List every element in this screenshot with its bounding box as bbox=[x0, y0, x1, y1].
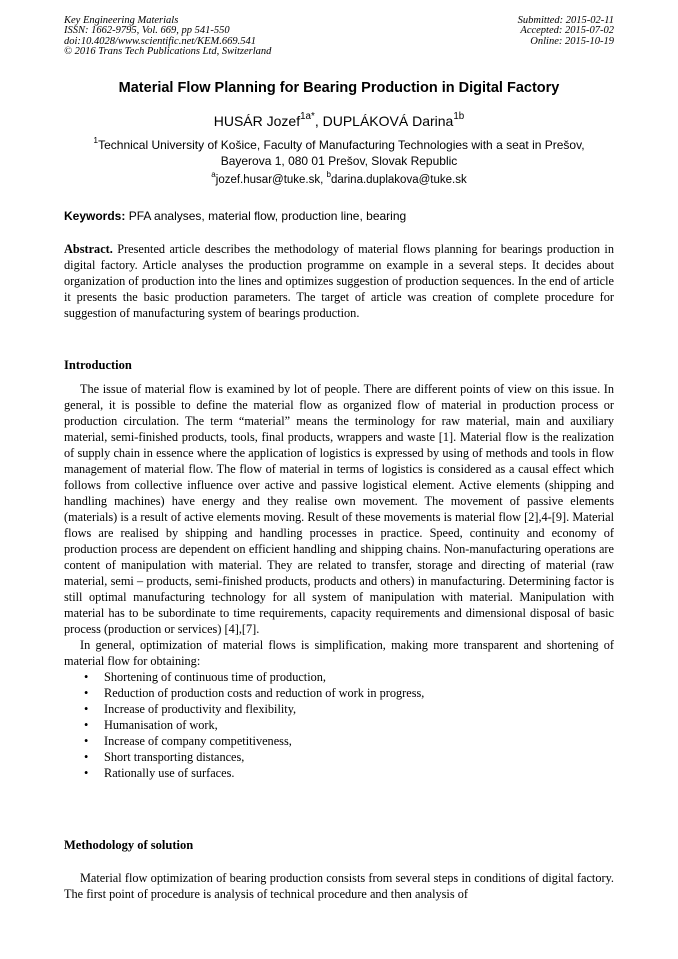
introduction-body bbox=[64, 381, 614, 781]
affil-mark: 1 bbox=[93, 135, 99, 145]
section-heading-introduction: Introduction bbox=[64, 358, 132, 372]
list-item: • Rationally use of surfaces. bbox=[84, 766, 235, 780]
accepted-date: Accepted: 2015-07-02 bbox=[520, 25, 614, 37]
submission-dates bbox=[518, 16, 614, 47]
methodology-body bbox=[64, 870, 614, 902]
email-link[interactable]: jozef.husar@tuke.sk bbox=[215, 174, 321, 186]
keywords bbox=[64, 209, 614, 223]
bullet-icon: • bbox=[84, 766, 89, 780]
section-heading-methodology: Methodology of solution bbox=[64, 838, 194, 852]
bullet-icon: • bbox=[84, 718, 89, 732]
copyright-line: © 2016 Trans Tech Publications Ltd, Switzerland bbox=[64, 46, 272, 58]
paragraph: Material flow optimization of bearing production consists from several steps in conditions of digital factory. The first point of procedure is analysis of technical procedure and then analysis of bbox=[64, 871, 614, 901]
bullet-icon: • bbox=[84, 702, 89, 716]
list-item: • Humanisation of work, bbox=[84, 718, 218, 732]
issn-line: ISSN: 1662-9795, Vol. 669, pp 541-550 bbox=[64, 25, 230, 37]
author-affil-mark: 1a* bbox=[300, 111, 315, 123]
author-name: HUSÁR Jozef bbox=[213, 113, 301, 129]
bullet-list bbox=[64, 669, 614, 781]
author-affil-mark: 1b bbox=[453, 111, 465, 123]
affiliation-line: Bayerova 1, 080 01 Prešov, Slovak Republic bbox=[220, 154, 458, 168]
paragraph: In general, optimization of material flows is simplification, making more transparent and shortening of material flow for obtaining: bbox=[64, 638, 614, 668]
bullet-icon: • bbox=[84, 750, 89, 764]
list-item: • Reduction of production costs and reduction of work in progress, bbox=[84, 686, 425, 700]
journal-info bbox=[64, 16, 271, 58]
journal-name: Key Engineering Materials bbox=[64, 15, 179, 26]
doi-line: doi:10.4028/www.scientific.net/KEM.669.541 bbox=[64, 35, 256, 47]
paragraph: The issue of material flow is examined by lot of people. There are different points of view on this issue. In general, it is possible to define the material flow as organized flow of material in production process or production circulation. The term “material” means the terminology for raw material, main and auxiliary material, semi-finished products, tools, final products, wrappers and waste [1]. Material flow is the realization of supply chain in essence where the application of logistics is expressed by using of methods and tools in flow management of material flow. The flow of material in terms of logistics is considered as a causal effect which follows from collective influence over active and passive logistical element. Active elements (shipping and handling machines) have energy and they realise own movement. The movement of passive elements (materials) is a result of active elements moving. Result of these movements is material flow [2],4-[9]. Material flows are realised by shipping and handling processes in practice. Speed, continuity and economy of production process are dependent on efficient handling and shipping chains. Non-manufacturing operations are content of manipulation with material. They are related to transfer, storage and directing of material (raw material, semi – products, semi-finished products, products and others) in manufacturing. Determining factor is still optimal manufacturing technology for all system of manipulation with material. Manipulation with material has to be subordinate to time requirements, capacity requirements and dimensional disposal of basic process (production or services) [4],[7]. bbox=[64, 382, 614, 636]
list-item: • Increase of productivity and flexibility, bbox=[84, 702, 297, 716]
list-item: • Short transporting distances, bbox=[84, 750, 245, 764]
author-list bbox=[0, 113, 678, 129]
list-item: • Increase of company competitiveness, bbox=[84, 734, 292, 748]
bullet-icon: • bbox=[84, 670, 89, 684]
online-date: Online: 2015-10-19 bbox=[530, 35, 614, 47]
affiliation-line: $^1$Technical University of Košice, Faculty of Manufacturing Technologies with a seat in Prešov, bbox=[93, 135, 585, 152]
abstract-label: Abstract. bbox=[64, 242, 113, 256]
submitted-date: Submitted: 2015-02-11 bbox=[517, 15, 614, 26]
author-name: DUPLÁKOVÁ Darina bbox=[322, 113, 454, 129]
paper-title: Material Flow Planning for Bearing Production in Digital Factory bbox=[118, 80, 560, 96]
abstract bbox=[64, 241, 614, 321]
keywords-text: PFA analyses, material flow, production line, bearing bbox=[125, 209, 407, 223]
keywords-label: Keywords: bbox=[64, 209, 126, 223]
author-separator: , bbox=[314, 113, 323, 129]
author-emails: $^a$jozef.husar@tuke.sk, $^b$darina.duplakova@tuke.sk bbox=[211, 170, 467, 186]
abstract-text: Presented article describes the methodology of material flows planning for bearings production in digital factory. Article analyses the production programme on example in a several steps. It decides about organization of production into the lines and optimizes suggestion of production sequences. In the end of article it presents the basic production parameters. The target of article was creation of complete procedure for suggestion of manufacturing system of bearings production. bbox=[64, 242, 614, 320]
bullet-icon: • bbox=[84, 686, 89, 700]
email-link[interactable]: darina.duplakova@tuke.sk bbox=[331, 174, 467, 186]
affiliation bbox=[64, 137, 614, 169]
list-item: • Shortening of continuous time of production, bbox=[84, 670, 326, 684]
bullet-icon: • bbox=[84, 734, 89, 748]
